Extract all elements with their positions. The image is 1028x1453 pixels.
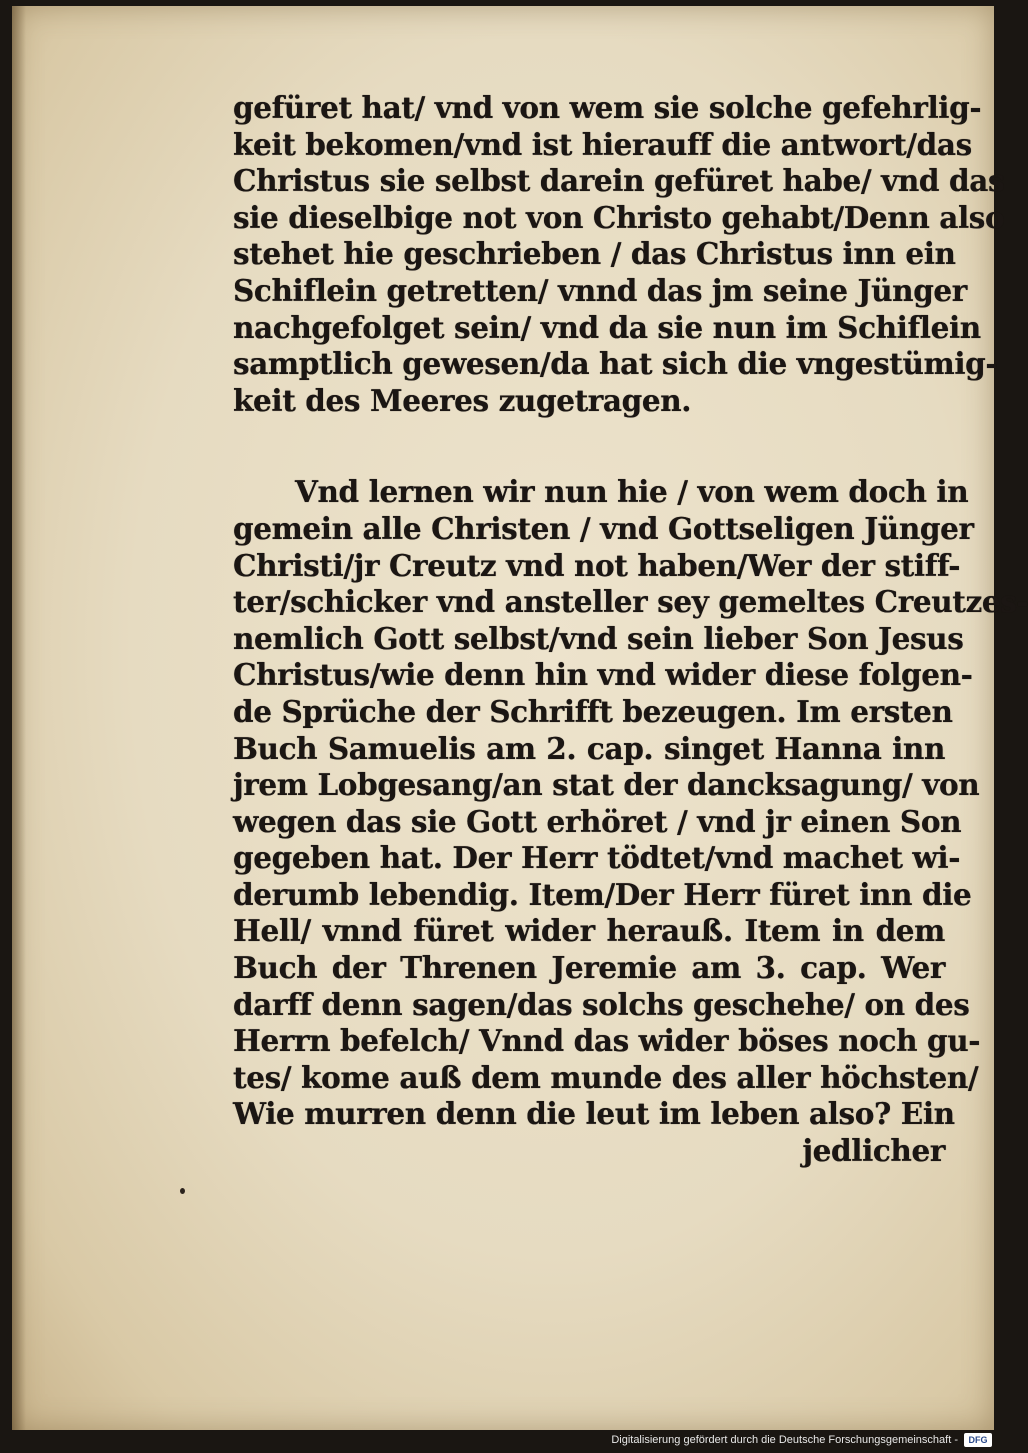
text-line: gefüret hat/ vnd von wem sie solche gefehrlig- xyxy=(233,90,982,125)
text-line: wegen das sie Gott erhöret / vnd jr einen Son xyxy=(233,803,962,839)
page-gutter-shadow xyxy=(12,6,26,1430)
text-line: derumb lebendig. Item/Der Herr füret inn die xyxy=(233,876,972,912)
text-line: stehet hie geschrieben / das Christus inn ein xyxy=(233,236,956,272)
funding-credit: Digitalisierung gefördert durch die Deutsche Forschungsgemeinschaft - xyxy=(611,1434,958,1446)
text-line: Schiflein getretten/ vnnd das jm seine Jünger xyxy=(233,272,967,308)
text-line: samptlich gewesen/da hat sich die vngestümig- xyxy=(233,346,998,382)
text-line: darff denn sagen/das solchs geschehe/ on des xyxy=(233,986,970,1022)
text-line: Buch Samuelis am 2. cap. singet Hanna inn xyxy=(233,730,945,766)
text-line: Herrn befelch/ Vnnd das wider böses noch gu- xyxy=(233,1023,981,1059)
text-line: gegeben hat. Der Herr tödtet/vnd machet wi- xyxy=(233,840,961,876)
text-line: gemein alle Christen / vnd Gottseligen Jünger xyxy=(233,510,974,546)
text-line: Wie murren denn die leut im leben also? Ein xyxy=(233,1096,955,1132)
digitization-footer xyxy=(0,1430,1000,1453)
text-line: Christi/jr Creutz vnd not haben/Wer der stiff- xyxy=(233,547,961,583)
text-line: Christus sie selbst darein gefüret habe/ vnd das xyxy=(233,163,1005,199)
text-line: de Sprüche der Schrifft bezeugen. Im ersten xyxy=(233,693,953,729)
text-line: Hell/ vnnd füret wider herauß. Item in dem xyxy=(233,913,945,949)
text-line: Vnd lernen wir nun hie / von wem doch in xyxy=(295,474,969,510)
text-line: tes/ kome auß dem munde des aller höchsten/ xyxy=(233,1059,979,1095)
text-line: Buch der Threnen Jeremie am 3. cap. Wer xyxy=(233,950,945,986)
catchword: jedlicher xyxy=(802,1133,945,1169)
text-line: jrem Lobgesang/an stat der dancksagung/ von xyxy=(233,767,980,803)
paragraph-gap xyxy=(233,419,945,474)
ink-speck xyxy=(180,1188,185,1194)
text-line: sie dieselbige not von Christo gehabt/Denn also xyxy=(233,199,1005,235)
text-line: nachgefolget sein/ vnd da sie nun im Schiflein xyxy=(233,309,981,345)
text-line: Christus/wie denn hin vnd wider diese folgen- xyxy=(233,657,973,693)
text-line: keit bekomen/vnd ist hierauff die antwort/das xyxy=(233,126,972,162)
text-line: ter/schicker vnd ansteller sey gemeltes Creutzes- xyxy=(233,584,1028,620)
dfg-logo-icon: DFG xyxy=(964,1433,992,1447)
text-line: nemlich Gott selbst/vnd sein lieber Son Jesus xyxy=(233,620,964,656)
body-text xyxy=(233,90,1028,1170)
text-line: keit des Meeres zugetragen. xyxy=(233,382,692,418)
